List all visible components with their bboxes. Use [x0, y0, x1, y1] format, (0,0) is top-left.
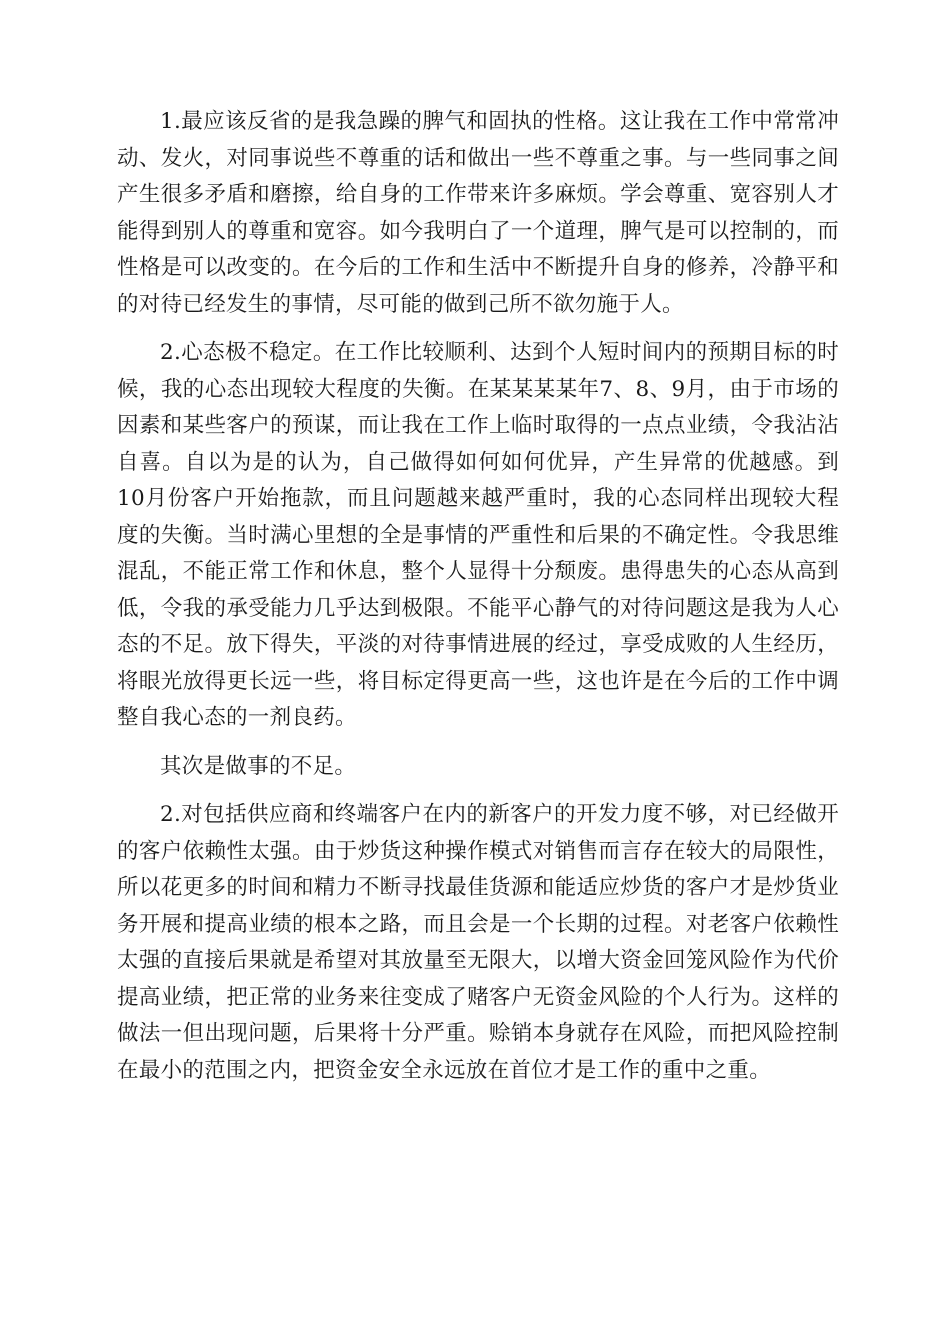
document-body	[117, 104, 839, 1101]
paragraph-client-development: 2.对包括供应商和终端客户在内的新客户的开发力度不够，对已经做开的客户依赖性太强。由于炒货这种操作模式对销售而言存在较大的局限性，所以花更多的时间和精力不断寻找最佳货源和能适应炒货的客户才是炒货业务开展和提高业绩的根本之路，而且会是一个长期的过程。对老客户依赖性太强的直接后果就是希望对其放量至无限大，以增大资金回笼风险作为代价提高业绩，把正常的业务来往变成了赌客户无资金风险的个人行为。这样的做法一但出现问题，后果将十分严重。赊销本身就存在风险，而把风险控制在最小的范围之内，把资金安全永远放在首位才是工作的重中之重。	[117, 802, 839, 1083]
paragraph-work-shortcomings-heading: 其次是做事的不足。	[160, 753, 357, 779]
paragraph-mindset-instability: 2.心态极不稳定。在工作比较顺利、达到个人短时间内的预期目标的时候，我的心态出现较大程度的失衡。在某某某某年7、8、9月，由于市场的因素和某些客户的预谋，而让我在工作上临时取得的一点点业绩，令我沾沾自喜。自以为是的认为，自己做得如何如何优异，产生异常的优越感。到10月份客户开始拖款，而且问题越来越严重时，我的心态同样出现较大程度的失衡。当时满心里想的全是事情的严重性和后果的不确定性。令我思维混乱，不能正常工作和休息，整个人显得十分颓废。患得患失的心态从高到低，令我的承受能力几乎达到极限。不能平心静气的对待问题这是我为人心态的不足。放下得失，平淡的对待事情进展的经过，享受成败的人生经历，将眼光放得更长远一些，将目标定得更高一些，这也许是在今后的工作中调整自我心态的一剂良药。	[117, 340, 839, 730]
paragraph-temper-reflection: 1.最应该反省的是我急躁的脾气和固执的性格。这让我在工作中常常冲动、发火，对同事说些不尊重的话和做出一些不尊重之事。与一些同事之间产生很多矛盾和磨擦，给自身的工作带来许多麻烦。学会尊重、宽容别人才能得到别人的尊重和宽容。如今我明白了一个道理，脾气是可以控制的，而性格是可以改变的。在今后的工作和生活中不断提升自身的修养，冷静平和的对待已经发生的事情，尽可能的做到己所不欲勿施于人。	[117, 109, 839, 317]
